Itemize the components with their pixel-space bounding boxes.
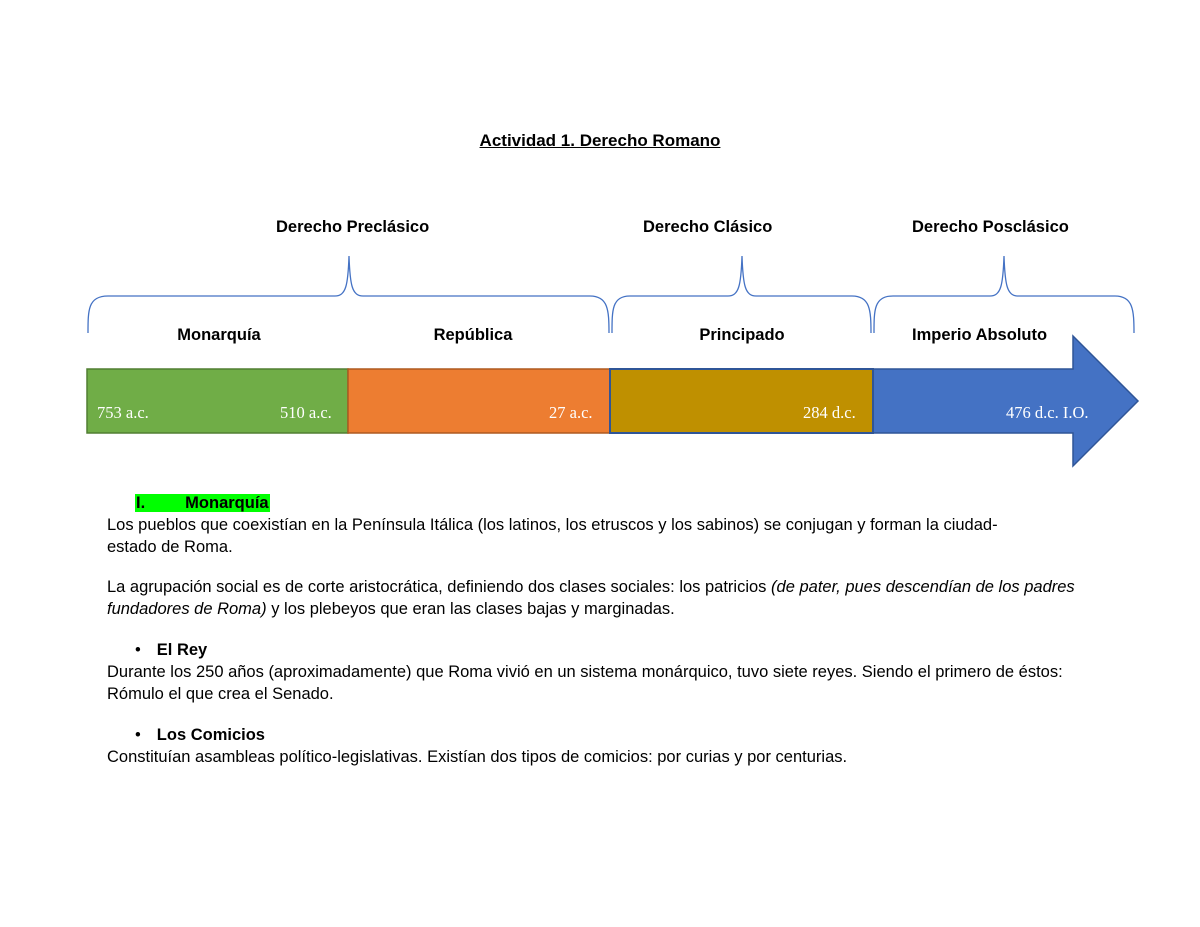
bullet-icon: • bbox=[135, 726, 141, 744]
timeline-arrow-imperio bbox=[873, 336, 1138, 466]
bullet-el-rey bbox=[135, 640, 207, 662]
section-number: I. bbox=[136, 494, 146, 512]
bullet-los-comicios bbox=[135, 725, 265, 747]
date-284: 284 d.c. bbox=[803, 403, 856, 422]
period-label-principado: Principado bbox=[699, 326, 785, 344]
period-label-imperio: Imperio Absoluto bbox=[912, 326, 1048, 344]
paragraph-agrupacion-text-a: La agrupación social es de corte aristocrática, definiendo dos clases sociales: los patricios bbox=[107, 578, 772, 596]
brace-posclasico bbox=[874, 256, 1134, 333]
period-label-republica: República bbox=[433, 326, 513, 344]
bullet-icon: • bbox=[135, 641, 141, 659]
date-27: 27 a.c. bbox=[549, 403, 593, 422]
timeline-segment-monarquia bbox=[87, 369, 348, 433]
paragraph-pueblos-line-2: estado de Roma. bbox=[107, 537, 233, 556]
paragraph-agrupacion-italic: (de pater, pues descendían de los padres fundadores de Roma) bbox=[107, 578, 1075, 618]
document-title: Actividad 1. Derecho Romano bbox=[479, 131, 721, 150]
timeline-segment-republica bbox=[348, 369, 610, 433]
paragraph-pueblos bbox=[107, 515, 1097, 558]
date-510: 510 a.c. bbox=[280, 403, 332, 422]
era-label-preclasico: Derecho Preclásico bbox=[276, 218, 430, 236]
bullet-el-rey-heading: El Rey bbox=[156, 641, 208, 659]
paragraph-agrupacion-text-b: y los plebeyos que eran las clases bajas y marginadas. bbox=[266, 599, 675, 618]
brace-preclasico bbox=[88, 256, 609, 333]
date-753: 753 a.c. bbox=[97, 403, 149, 422]
section-heading bbox=[135, 493, 270, 515]
period-label-monarquia: Monarquía bbox=[177, 326, 261, 344]
date-476: 476 d.c. I.O. bbox=[1006, 403, 1089, 422]
paragraph-pueblos-line-1: Los pueblos que coexistían en la Península Itálica (los latinos, los etruscos y los sabinos) se conjugan y forman la ciudad- bbox=[107, 516, 998, 534]
bullet-los-comicios-heading: Los Comicios bbox=[156, 726, 265, 744]
paragraph-el-rey: Durante los 250 años (aproximadamente) que Roma vivió en un sistema monárquico, tuvo siete reyes. Siendo el primero de éstos: Rómulo el que crea el Senado. bbox=[107, 663, 1063, 703]
section-title: Monarquía bbox=[185, 494, 269, 512]
paragraph-los-comicios: Constituían asambleas político-legislativas. Existían dos tipos de comicios: por curias y por centurias. bbox=[107, 748, 848, 766]
brace-clasico bbox=[612, 256, 871, 333]
era-label-posclasico: Derecho Posclásico bbox=[912, 218, 1069, 236]
timeline-segment-principado bbox=[610, 369, 873, 433]
section-heading-highlight bbox=[135, 494, 270, 512]
paragraph-agrupacion bbox=[107, 577, 1099, 620]
era-label-clasico: Derecho Clásico bbox=[643, 218, 773, 236]
